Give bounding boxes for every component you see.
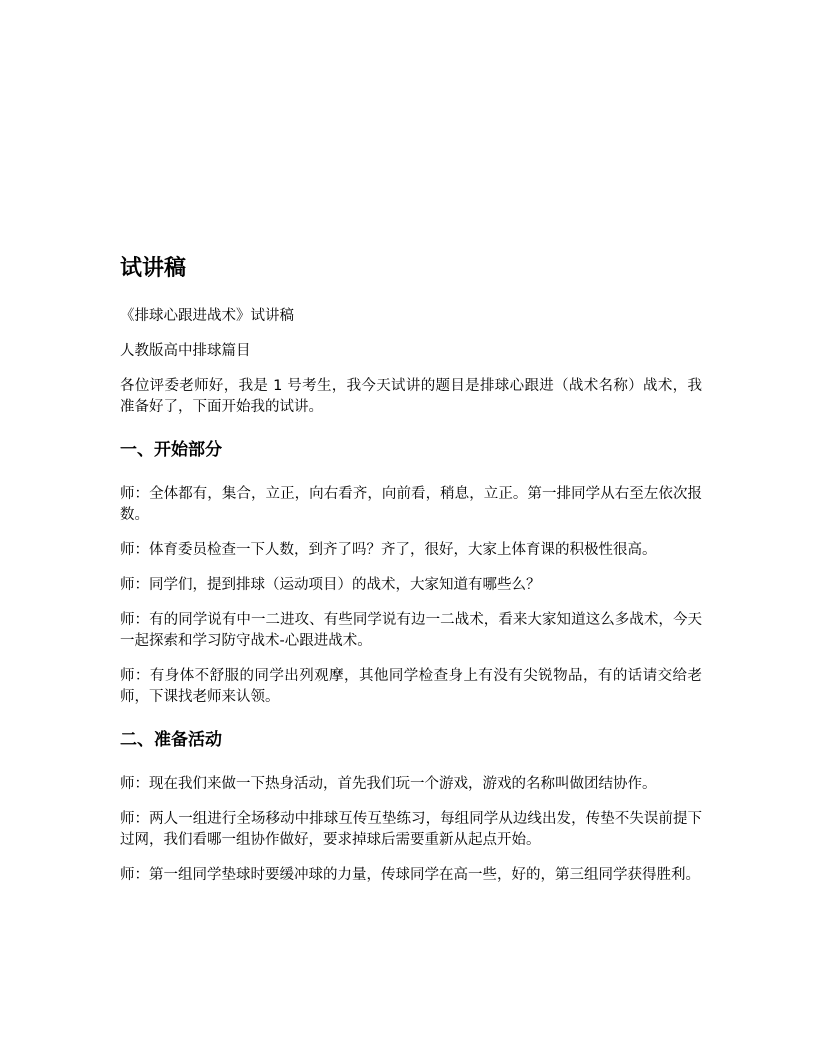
section-heading-start: 一、开始部分 [120, 440, 222, 460]
section-paragraph: 师：全体都有，集合，立正，向右看齐，向前看，稍息，立正。第一排同学从右至左依次报数。 [120, 486, 702, 523]
section-paragraph: 师：两人一组进行全场移动中排球互传互垫练习，每组同学从边线出发，传垫不失误前提下过网，我们看哪一组协作做好，要求掉球后需要重新从起点开始。 [120, 811, 702, 848]
section-paragraph: 师：体育委员检查一下人数，到齐了吗？齐了，很好，大家上体育课的积极性很高。 [120, 542, 657, 558]
section-paragraph: 师：现在我们来做一下热身活动，首先我们玩一个游戏，游戏的名称叫做团结协作。 [120, 776, 657, 792]
section-paragraph: 师：同学们，提到排球（运动项目）的战术，大家知道有哪些么？ [120, 577, 541, 593]
section-paragraph: 师：有的同学说有中一二进攻、有些同学说有边一二战术，看来大家知道这么多战术，今天一起探索和学习防守战术-心跟进战术。 [120, 612, 702, 649]
section-heading-warmup: 二、准备活动 [120, 730, 222, 750]
textbook-line: 人教版高中排球篇目 [120, 343, 251, 359]
document-page [120, 254, 702, 900]
document-title: 试讲稿 [120, 256, 187, 281]
section-paragraph: 师：有身体不舒服的同学出列观摩，其他同学检查身上有没有尖锐物品，有的话请交给老师，下课找老师来认领。 [120, 668, 702, 705]
section-paragraph: 师：第一组同学垫球时要缓冲球的力量，传球同学在高一些，好的，第三组同学获得胜利。 [120, 867, 700, 883]
opening-greeting: 各位评委老师好，我是 1 号考生，我今天试讲的题目是排球心跟进（战术名称）战术，我准备好了，下面开始我的试讲。 [120, 378, 702, 415]
lesson-title-line: 《排球心跟进战术》试讲稿 [120, 308, 294, 324]
